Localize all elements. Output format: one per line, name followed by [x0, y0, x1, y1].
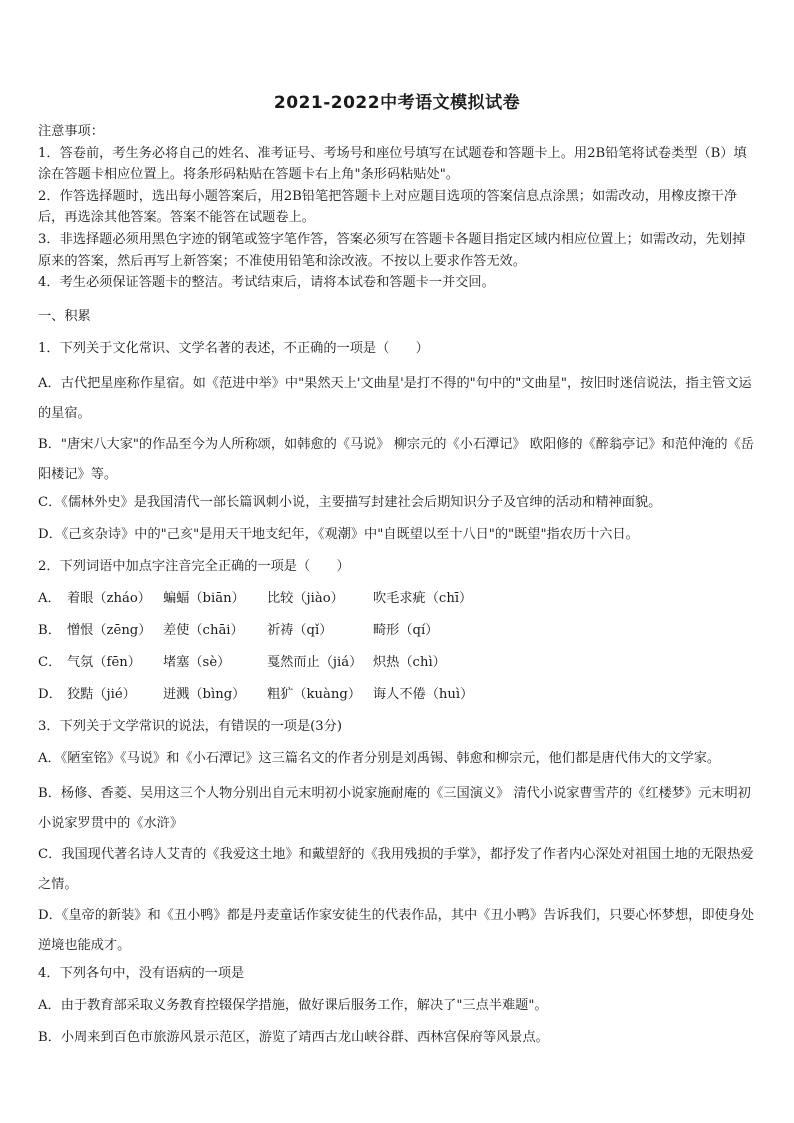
question-1-option-b: B．"唐宋八大家"的作品至今为人所称颂，如韩愈的《马说》 柳宗元的《小石潭记》 欧阳修的《醉翁亭记》和范仲淹的《岳阳楼记》等。 [38, 437, 754, 482]
option-word: 差使（chāi） [163, 623, 244, 638]
option-word: 着眼（zháo） [67, 591, 151, 606]
note-item-4: 4．考生必须保证答题卡的整洁。考试结束后，请将本试卷和答题卡一并交回。 [38, 275, 495, 291]
option-word: 堵塞（sè） [163, 655, 231, 670]
option-word: 粗犷（kuàng） [267, 687, 362, 702]
question-3-option-c: C．我国现代著名诗人艾青的《我爱这土地》和戴望舒的《我用残损的手掌》，都抒发了作者内心深处对祖国土地的无限热爱之情。 [38, 847, 754, 892]
notes-block [38, 121, 758, 294]
option-word: 比较（jiào） [267, 591, 344, 606]
question-2-option-d [38, 683, 760, 702]
question-1-option-c: C．《儒林外史》是我国清代一部长篇讽刺小说，主要描写封建社会后期知识分子及官绅的活动和精神面貌。 [38, 495, 662, 510]
option-word: 戛然而止（jiá） [267, 655, 363, 670]
option-word: 吹毛求疵（chī） [373, 591, 473, 606]
question-3-option-b: B．杨修、香菱、吴用这三个人物分别出自元末明初小说家施耐庵的《三国演义》 清代小说家曹雪芹的《红楼梦》元末明初小说家罗贯中的《水浒》 [38, 786, 751, 831]
option-word: 诲人不倦（huì） [373, 687, 474, 702]
page-title: 2021-2022中考语文模拟试卷 [273, 93, 521, 113]
question-2-option-a [38, 587, 760, 606]
option-label: D． [38, 687, 62, 702]
option-word: 祈祷（qǐ） [267, 623, 333, 638]
option-label: C． [38, 655, 62, 670]
note-item-3: 3．非选择题必须用黑色字迹的钢笔或签字笔作答，答案必须写在答题卡各题目指定区域内相应位置上；如需改动，先划掉原来的答案，然后再写上新答案；不准使用铅笔和涂改液。不按以上要求作答无效。 [38, 231, 746, 269]
question-4-option-a: A．由于教育部采取义务教育控辍保学措施，做好课后服务工作，解决了"三点半难题"。 [38, 998, 548, 1013]
question-3-option-a: A．《陋室铭》《马说》和《小石潭记》这三篇名文的作者分别是刘禹锡、韩愈和柳宗元，他们都是唐代伟大的文学家。 [38, 751, 721, 766]
question-1-stem: 1．下列关于文化常识、文学名著的表述，不正确的一项是（ ） [38, 341, 429, 356]
questions-body [38, 305, 760, 1058]
option-word: 迸溅（bìng） [163, 687, 246, 702]
notes-heading: 注意事项： [38, 124, 104, 139]
question-4-option-b: B．小周来到百色市旅游风景示范区，游览了靖西古龙山峡谷群、西林宫保府等风景点。 [38, 1030, 549, 1045]
note-item-1: 1．答卷前，考生务必将自己的姓名、准考证号、考场号和座位号填写在试题卷和答题卡上。用2B铅笔将试卷类型（B）填涂在答题卡相应位置上。将条形码粘贴在答题卡右上角"条形码粘贴处"。 [38, 145, 747, 183]
question-3-option-d: D．《皇帝的新装》和《丑小鸭》都是丹麦童话作家安徒生的代表作品，其中《丑小鸭》告诉我们，只要心怀梦想，即使身处逆境也能成才。 [38, 908, 755, 953]
option-word: 畸形（qí） [373, 623, 439, 638]
question-3-stem: 3．下列关于文学常识的说法，有错误的一项是(3分) [38, 719, 343, 734]
question-4-stem: 4．下列各句中，没有语病的一项是 [38, 966, 245, 981]
option-word: 狡黠（jié） [67, 687, 136, 702]
note-item-2: 2．作答选择题时，选出每小题答案后，用2B铅笔把答题卡上对应题目选项的答案信息点涂黑；如需改动，用橡皮擦干净后，再选涂其他答案。答案不能答在试题卷上。 [38, 188, 738, 226]
section-heading: 一、积累 [38, 309, 91, 324]
option-label: A． [38, 591, 61, 606]
question-1-option-a: A．古代把星座称作星宿。如《范进中举》中"果然天上'文曲星'是打不得的"句中的"文曲星"，按旧时迷信说法，指主管文运的星宿。 [38, 376, 752, 421]
question-2-option-b [38, 619, 760, 638]
question-2-stem: 2．下列词语中加点字注音完全正确的一项是（ ） [38, 559, 350, 574]
question-2-option-c [38, 651, 760, 670]
option-word: 炽热（chì） [373, 655, 446, 670]
question-1-option-d: D．《己亥杂诗》中的"己亥"是用天干地支纪年，《观潮》中"自既望以至十八日"的"既望"指农历十六日。 [38, 527, 639, 542]
option-word: 蝙蝠（biān） [163, 591, 245, 606]
option-word: 气氛（fēn） [67, 655, 141, 670]
option-label: B． [38, 623, 61, 638]
option-word: 憎恨（zēng） [67, 623, 152, 638]
